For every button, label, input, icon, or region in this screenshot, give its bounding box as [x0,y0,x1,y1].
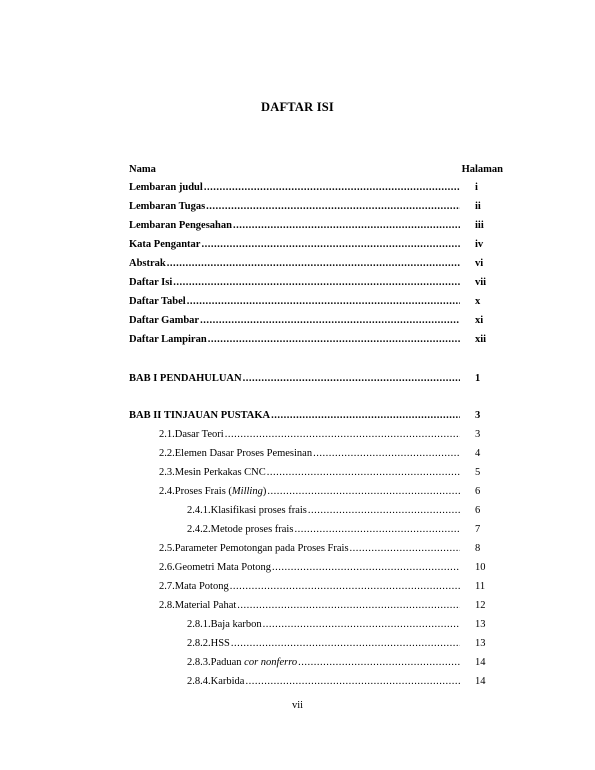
toc-entry-page: 11 [475,581,486,592]
toc-entry-label [129,219,232,233]
toc-entry-label [211,656,298,670]
toc-entry[interactable] [129,238,503,252]
toc-entry-label-suffix: ) [262,486,267,497]
toc-entry-page: 13 [475,619,486,630]
toc-header [129,164,503,175]
dot-leader [173,276,460,290]
toc-entry-page: 3 [475,410,481,421]
dot-leader [231,637,460,651]
toc-entry-label-text: Lembaran judul [129,182,203,193]
dot-leader [267,485,460,499]
toc-entry-label-text: Proses Frais ( [174,486,232,497]
toc-entry-label [129,238,200,252]
dot-leader [263,618,460,632]
toc-entry[interactable] [159,428,503,442]
toc-entry-label-text: Paduan [210,657,245,668]
toc-entry-label-text: Kata Pengantar [129,239,201,250]
toc-entry[interactable] [159,561,503,575]
toc-entry-page: 14 [475,676,486,687]
toc-entry-label-italic: cor nonferro [244,657,298,668]
dot-leader [201,238,460,252]
toc-entry-label-text: Mata Potong [174,581,229,592]
dot-leader [187,295,460,309]
dot-leader [245,675,460,689]
toc-entry-label [175,485,267,499]
dot-leader [167,257,460,271]
toc-entry[interactable] [187,637,503,651]
toc-entry-label [129,372,242,386]
toc-entry-label [129,333,207,347]
toc-entry-page: iv [475,239,484,250]
toc-entry-label [129,181,203,195]
toc-entry-number: 2.4. [159,486,175,497]
toc-entry-label [175,542,349,556]
toc-entry-label [129,276,172,290]
toc-entry-page: 13 [475,638,486,649]
toc-entry-label-text: Baja karbon [210,619,262,630]
dot-leader [233,219,460,233]
toc-entry-label [211,523,294,537]
toc-entry-label [129,314,199,328]
toc-entry-page: xii [475,334,487,345]
toc-entry-label-text: Mesin Perkakas CNC [174,467,266,478]
dot-leader [204,181,460,195]
toc-entry[interactable] [129,372,503,386]
toc-entry-page: 1 [475,373,481,384]
toc-entry-page: 4 [475,448,481,459]
toc-entry-number: 2.4.2. [187,524,211,535]
toc-entry-label [211,618,262,632]
dot-leader [200,314,460,328]
toc-entry-label [175,466,266,480]
toc-entry-label [129,409,270,423]
dot-leader [230,580,460,594]
toc-entry-number: 2.8.2. [187,638,211,649]
toc-entry-label-text: BAB II TINJAUAN PUSTAKA [129,410,271,421]
dot-leader [206,200,460,214]
toc-entry-label-text: Karbida [210,676,245,687]
column-name-label: Nama [129,164,156,175]
toc-entry-label-text: Lembaran Pengesahan [129,220,232,231]
toc-entry-page: 8 [475,543,481,554]
toc-entry-page: 6 [475,505,481,516]
toc-entry-page: 6 [475,486,481,497]
toc-entry-page: vii [475,277,487,288]
toc-entry-label [211,504,307,518]
toc-entry-number: 2.8.1. [187,619,211,630]
toc-entry-label-text: Daftar Isi [129,277,173,288]
toc-entry-page: 5 [475,467,481,478]
page-title: DAFTAR ISI [261,100,334,114]
toc-entry-number: 2.7. [159,581,175,592]
toc-entry[interactable] [129,295,503,309]
toc-entry-page: 3 [475,429,481,440]
toc-entry[interactable] [129,200,503,214]
toc-entry[interactable] [159,599,503,613]
toc-entry-label-text: Parameter Pemotongan pada Proses Frais [174,543,349,554]
toc-entry[interactable] [129,333,503,347]
toc-entry-number: 2.2. [159,448,175,459]
toc-entry-label-text: BAB I PENDAHULUAN [129,373,242,384]
column-page-label: Halaman [461,164,503,175]
toc-entry-page: 14 [475,657,486,668]
toc-entry[interactable] [187,675,503,689]
toc-entry[interactable] [187,504,503,518]
toc-entry-label [211,675,245,689]
dot-leader [208,333,460,347]
toc-entry-label [129,257,166,271]
toc-entry-label [175,561,271,575]
toc-entry-page: x [475,296,481,307]
toc-entry-number: 2.4.1. [187,505,211,516]
page-number: vii [291,700,304,711]
dot-leader [313,447,460,461]
toc-entry-label-text: Lembaran Tugas [129,201,206,212]
toc-entry-label-text: Elemen Dasar Proses Pemesinan [174,448,313,459]
toc-entry-label-text: Daftar Lampiran [129,334,207,345]
toc-entry-label [175,599,237,613]
toc-entry-label-text: Klasifikasi proses frais [210,505,307,516]
toc-entry-label [129,200,205,214]
toc-entry-page: ii [475,201,481,212]
toc-entry[interactable] [187,618,503,632]
toc-entry-label-text: Material Pahat [174,600,237,611]
dot-leader [272,561,460,575]
dot-leader [271,409,460,423]
toc-entry[interactable] [129,257,503,271]
toc-entry-label [175,428,224,442]
toc-entry-label-text: Geometri Mata Potong [174,562,271,573]
toc-entry[interactable] [129,219,503,233]
toc-entry[interactable] [129,181,503,195]
toc-entry[interactable] [159,485,503,499]
toc-entry-page: xi [475,315,484,326]
dot-leader [350,542,460,556]
toc-entry-number: 2.8.4. [187,676,211,687]
toc-entry-label-text: Daftar Tabel [129,296,186,307]
toc-entry[interactable] [159,466,503,480]
toc-entry[interactable] [129,314,503,328]
toc-entry-page: 12 [475,600,486,611]
toc-entry-number: 2.1. [159,429,175,440]
toc-entry-label-text: Metode proses frais [210,524,294,535]
toc-entry[interactable] [129,276,503,290]
toc-entry-label-italic: Milling [231,486,263,497]
toc-entry-number: 2.8. [159,600,175,611]
toc-entry-number: 2.8.3. [187,657,211,668]
toc-entry[interactable] [159,542,503,556]
dot-leader [237,599,460,613]
toc-entry[interactable] [159,447,503,461]
toc-entry-label-text: HSS [210,638,230,649]
toc-entry-label [175,580,229,594]
toc-entry-label [175,447,312,461]
toc-entry[interactable] [187,523,503,537]
toc-entry[interactable] [159,580,503,594]
toc-entry-label-text: Abstrak [129,258,166,269]
dot-leader [225,428,460,442]
toc-entry-label-text: Daftar Gambar [129,315,200,326]
toc-entry[interactable] [129,409,503,423]
toc-entry-page: i [475,182,478,193]
dot-leader [294,523,460,537]
toc-entry-number: 2.5. [159,543,175,554]
toc-entry-page: 7 [475,524,481,535]
toc-entry-label [211,637,230,651]
dot-leader [267,466,460,480]
toc-entry-label-text: Dasar Teori [174,429,224,440]
toc-entry-label [129,295,186,309]
toc-entry-page: 10 [475,562,486,573]
toc-entry-page: iii [475,220,484,231]
toc-entry-number: 2.6. [159,562,175,573]
toc-entry-page: vi [475,258,484,269]
dot-leader [308,504,460,518]
toc-entry[interactable] [187,656,503,670]
dot-leader [243,372,460,386]
dot-leader [298,656,460,670]
toc-entry-number: 2.3. [159,467,175,478]
